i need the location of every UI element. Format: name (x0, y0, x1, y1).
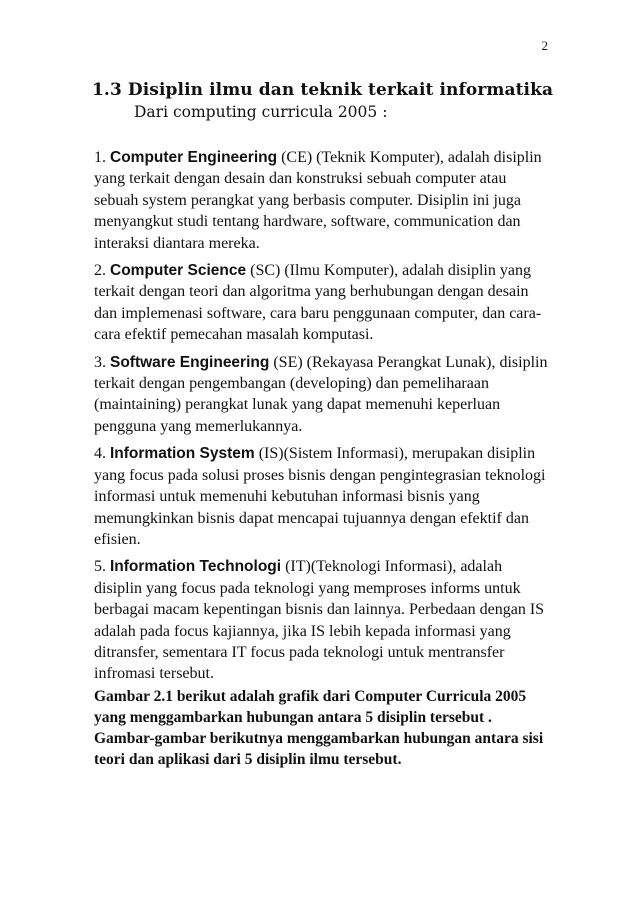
item-title: Information Technologi (110, 558, 282, 576)
item-body: (SC) (Ilmu Komputer), adalah disiplin yang terkait dengan teori dan algoritma yang berhubungan dengan desain dan implemenasi software, cara baru penggunaan computer, dan cara-cara efektif pemecahan masalah komputasi. (94, 262, 542, 344)
discipline-item-cs (94, 260, 554, 346)
item-body: (SE) (Rekayasa Perangkat Lunak), disiplin terkait dengan pengembangan (developing) dan pemeliharaan (maintaining) perangkat lunak yang dapat memenuhi keperluan pengguna yang memerlukannya. (94, 353, 548, 435)
item-number: 1. (94, 149, 106, 166)
item-body: (IT)(Teknologi Informasi), adalah disiplin yang focus pada teknologi yang memproses informs untuk berbagai macam kepentingan bisnis dan lainnya. Perbedaan dengan IS adalah pada focus kajiannya, jika IS lebih kepada informasi yang ditransfer, sementara IT focus pada teknologi untuk mentransfer infromasi tersebut. (94, 558, 545, 683)
item-title: Computer Engineering (110, 149, 278, 166)
item-number: 2. (94, 262, 106, 280)
item-body: (IS)(Sistem Informasi), merupakan disiplin yang focus pada solusi proses bisnis dengan pengintegrasian teknologi informasi untuk memenuhi kebutuhan informasi bisnis yang memungkinkan bisnis dapat mencapai tujuannya dengan efektif dan efisien. (94, 445, 546, 548)
section-subtitle: Dari computing curricula 2005 : (134, 103, 388, 121)
page-number: 2 (541, 38, 548, 53)
item-number: 5. (94, 558, 106, 576)
item-number: 4. (94, 445, 106, 463)
section-title: 1.3 Disiplin ilmu dan teknik terkait informatika (92, 80, 554, 100)
item-number: 3. (94, 353, 106, 371)
item-title: Information System (110, 445, 255, 463)
discipline-item-it (94, 556, 554, 684)
item-body: (CE) (Teknik Komputer), adalah disiplin yang terkait dengan desain dan konstruksi sebuah computer atau sebuah system perangkat yang berbasis computer. Disiplin ini juga menyangkut studi tentang hardware, software, communication dan interaksi diantara mereka. (94, 149, 542, 252)
item-title: Computer Science (110, 262, 247, 280)
discipline-item-is (94, 443, 554, 550)
discipline-item-ce (94, 147, 554, 254)
discipline-item-se (94, 352, 554, 438)
discipline-list (94, 147, 554, 691)
closing-paragraph: Gambar 2.1 berikut adalah grafik dari Computer Curricula 2005 yang menggambarkan hubungan antara 5 disiplin tersebut . Gambar-gambar berikutnya menggambarkan hubungan antara sisi teori dan aplikasi dari 5 disiplin ilmu tersebut. (94, 688, 544, 768)
item-title: Software Engineering (110, 353, 270, 371)
